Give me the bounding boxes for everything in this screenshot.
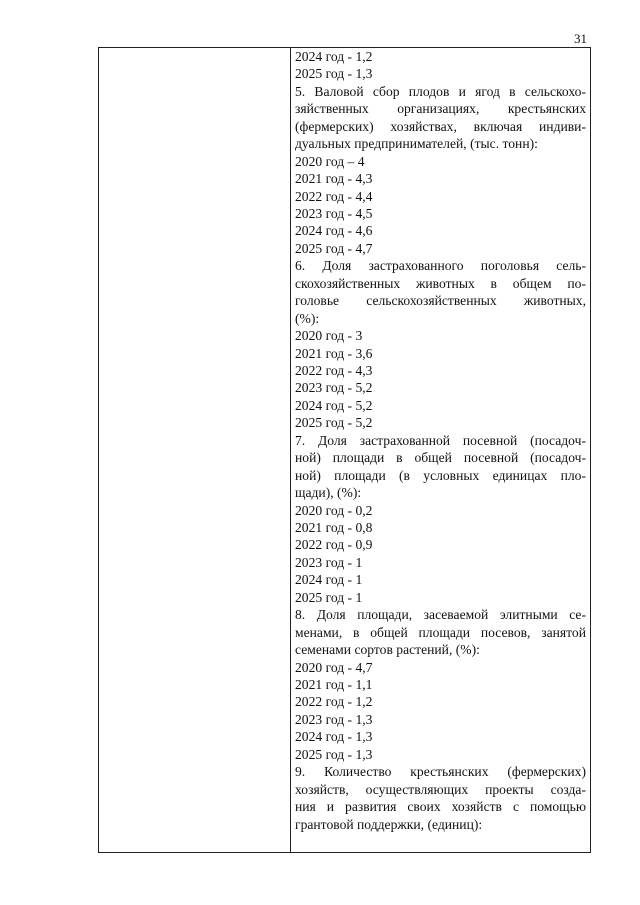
value-line: 2025 год - 4,7 (295, 240, 373, 256)
table-left-column (99, 48, 291, 852)
value-line: 2022 год - 4,3 (295, 363, 373, 378)
value-line: 2025 год - 1,3 (295, 746, 373, 762)
value-line: 2020 год - 3 (295, 328, 363, 344)
value-line: 2021 год - 3,6 (295, 345, 373, 361)
value-line: 2022 год - 1,2 (295, 694, 373, 710)
value-line: 2021 год - 0,8 (295, 520, 373, 535)
value-line: 2023 год - 1 (295, 554, 363, 570)
value-line: 2025 год - 1 (295, 589, 363, 605)
value-line: 2023 год - 1,3 (295, 711, 373, 727)
document-table (98, 47, 591, 853)
value-line: 2022 год - 0,9 (295, 537, 373, 553)
value-line: 2022 год - 4,4 (295, 188, 373, 204)
value-line: 2020 год – 4 (295, 153, 365, 169)
value-line: 2024 год - 1,2 (295, 49, 373, 64)
indicator-7-title: 7. Доля застрахованной посевной (посадоч- ной) площади в общей посевной (посадоч- ной) площади (в условных единицах пло- щади), (%): (295, 432, 586, 501)
table-right-column (292, 48, 590, 852)
page-number: 31 (574, 31, 587, 46)
value-line: 2020 год - 0,2 (295, 502, 373, 518)
value-line: 2025 год - 1,3 (295, 66, 373, 82)
value-line: 2024 год - 1 (295, 572, 363, 588)
indicator-5-title: 5. Валовой сбор плодов и ягод в сельскохо- зяйственных организациях, крестьянских (фермерских) хозяйствах, включая индиви- дуальных предпринимателей, (тыс. тонн): (295, 83, 586, 152)
value-line: 2021 год - 1,1 (295, 676, 373, 692)
value-line: 2024 год - 5,2 (295, 397, 373, 413)
value-line: 2024 год - 1,3 (295, 729, 373, 745)
indicator-9-title: 9. Количество крестьянских (фермерских) хозяйств, осуществляющих проекты созда- ния и развития своих хозяйств с помощью грантовой поддержки, (единиц): (295, 764, 586, 832)
indicator-8-title: 8. Доля площади, засеваемой элитными се- менами, в общей площади посевов, занятой семенами сортов растений, (%): (295, 607, 586, 658)
value-line: 2025 год - 5,2 (295, 415, 373, 431)
value-line: 2023 год - 5,2 (295, 380, 373, 396)
value-line: 2023 год - 4,5 (295, 206, 373, 221)
indicator-6-title: 6. Доля застрахованного поголовья сель- скохозяйственных животных в общем по- головье сельскохозяйственных животных, (%): (295, 258, 586, 326)
value-line: 2020 год - 4,7 (295, 659, 373, 675)
value-line: 2024 год - 4,6 (295, 223, 373, 239)
value-line: 2021 год - 4,3 (295, 171, 373, 187)
